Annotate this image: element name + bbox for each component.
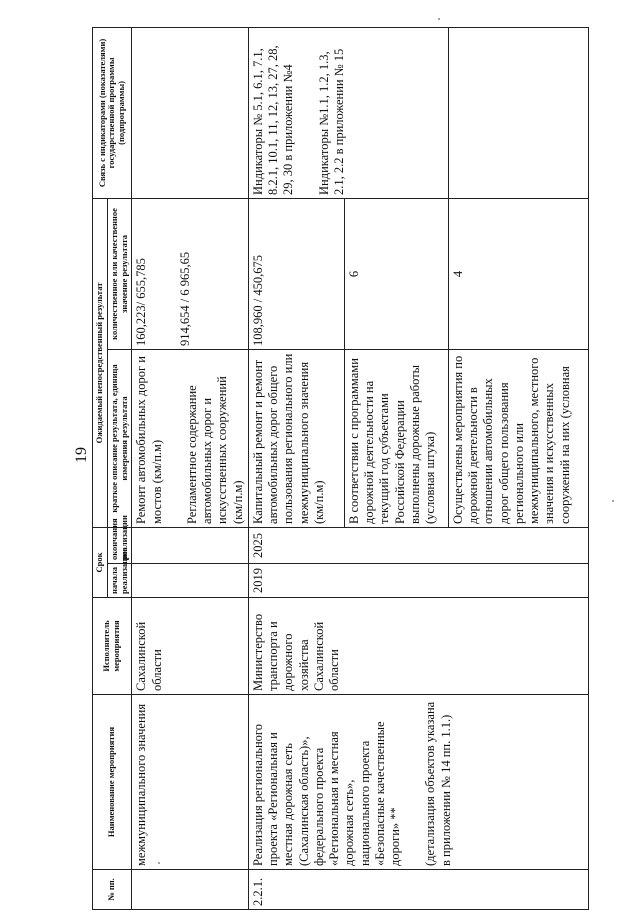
cell-result-value: 108,960 / 450,675 xyxy=(248,198,344,349)
scan-speck xyxy=(438,18,440,20)
cell-end xyxy=(132,527,249,563)
cell-name xyxy=(248,695,588,870)
header-term-end: окончания реализации xyxy=(107,527,132,563)
cell-result-desc: В соответствии с программами дорожной деятельности на текущий год субъектами Российской Федерации выполнены дорожные работы (условная штука) xyxy=(344,349,448,527)
document-sheet xyxy=(92,28,616,910)
cell-num: 2.2.1. xyxy=(248,870,588,910)
header-row-1 xyxy=(93,27,108,909)
cell-num xyxy=(132,870,249,910)
cell-result-value xyxy=(132,198,249,349)
cell-executor: Министерство транспорта и дорожного хозяйства Сахалинской области xyxy=(248,598,588,695)
page-number: 19 xyxy=(73,447,90,463)
table-row xyxy=(248,27,344,909)
scan-speck xyxy=(612,500,614,502)
cell-link xyxy=(448,27,588,198)
cell-result-desc: Осуществлены мероприятия по дорожной деятельности в отношении автомобильных дорог общего пользования регионального или межмуниципального, местного значения и искусственных сооружений на них (условная xyxy=(448,349,588,527)
result-desc-maintenance: Регламентное содержание автомобильных дорог и искусственных сооружений (км/п.м) xyxy=(184,376,245,524)
result-desc-repair: Ремонт автомобильных дорог и мостов (км/п.м) xyxy=(134,356,164,524)
header-link: Связь с индикаторами (показателями) государственной программы (подпрограммы) xyxy=(93,27,132,198)
cell-result-desc xyxy=(132,349,249,527)
measure-note: (детализация объектов указана в приложении № 14 пп. 1.1.) xyxy=(423,701,453,866)
cell-executor: Сахалинской области xyxy=(132,598,249,695)
cell-result-desc: Капитальный ремонт и ремонт автомобильных дорог общего пользования регионального или межмуниципального значения (км/п.м) xyxy=(248,349,344,527)
header-term: Срок xyxy=(93,527,108,597)
cell-result-value: 4 xyxy=(448,198,588,349)
measure-name: Реализация регионального проекта «Региональная и местная дорожная сеть (Сахалинская область)», федерального проекта «Региональная и местная дорожная сеть», национального проекта «Безопасные качественные дороги» ** xyxy=(250,721,403,866)
cell-start: 2019 xyxy=(248,564,588,598)
header-result-desc: краткое описание результата, единица измерения результата xyxy=(107,349,132,527)
cell-link xyxy=(132,27,249,198)
cell-end: 2025 xyxy=(248,527,588,563)
result-value-repair: 160,223/ 655,785 xyxy=(134,258,149,346)
header-result: Ожидаемый непосредственный результат xyxy=(93,198,108,527)
cell-start xyxy=(132,564,249,598)
scan-speck xyxy=(158,862,160,864)
table-row xyxy=(132,27,249,909)
measures-table xyxy=(92,27,589,910)
header-num: № пп. xyxy=(93,870,132,910)
header-result-value: количественное или качественное значение результата xyxy=(107,198,132,349)
cell-result-value: 6 xyxy=(344,198,448,349)
header-name: Наименование мероприятия xyxy=(93,695,132,870)
link-indicators-app4: Индикаторы № 5.1, 6.1, 7.1, 8.2.1, 10.1, 11, 12, 13, 27, 28, 29, 30 в приложении №4 xyxy=(250,45,296,195)
link-indicators-app15: Индикаторы №1.1, 1.2, 1.3, 2.1, 2.2 в приложении № 15 xyxy=(316,48,346,195)
cell-name: межмуниципального значения xyxy=(132,695,249,870)
header-executor: Исполнитель мероприятия xyxy=(93,598,132,695)
header-term-start: начала реализации xyxy=(107,564,132,598)
result-value-maintenance: 914,654 / 6 965,65 xyxy=(177,251,192,346)
cell-link xyxy=(248,27,448,198)
